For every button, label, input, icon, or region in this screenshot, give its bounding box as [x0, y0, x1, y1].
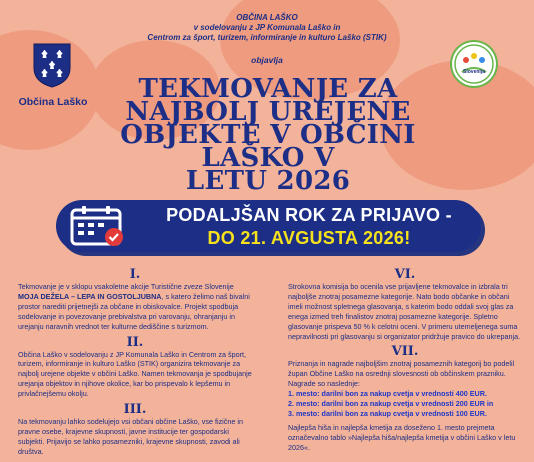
prize-text: darilni bon za nakup cvetja v vrednosti 400 EUR.	[319, 389, 487, 399]
banner-line-1: PODALJŠAN ROK ZA PRIJAVO -	[166, 205, 452, 225]
section-text: Občina Laško v sodelovanju z JP Komunala Laško in Centrom za šport, turizem, informiranje in kulturo Laško (STIK) organizira tekmovanje za najbolj urejene objekte v občini Laško. Namen tekmovanja je spodbujanje urejanja objektov in njihove okolice, kar bo prispevalo k lepšemu in privlačnejšemu okolju.	[18, 349, 252, 399]
crest-label: Občina Laško	[18, 96, 88, 108]
banner-line-2: DO 21. AVGUSTA 2026!	[207, 228, 411, 248]
section-numeral: II.	[126, 334, 144, 350]
prize-label: 3. mesto:	[288, 408, 320, 418]
awards-intro: Nagrade so naslednje:	[288, 379, 360, 389]
prize-item	[288, 389, 522, 399]
title-line: TEKMOVANJE ZA	[138, 74, 398, 104]
page-title	[92, 74, 444, 196]
prize-text: darilni bon za nakup cvetja v vrednosti 100 EUR.	[319, 408, 487, 418]
prize-text: darilni bon za nakup cvetja v vrednosti 200 EUR in	[319, 399, 494, 409]
section-numeral: I.	[129, 267, 141, 282]
section-text: Na tekmovanju lahko sodelujejo vsi občani občine Laško, vse fizične in pravne osebe, krajevne skupnosti, javne institucije ter gospodarski subjekti. Prijavijo se lahko posamezniki, krajevne skupnosti, zavodi ali društva.	[18, 417, 243, 456]
title-line: OBJEKTE V OBČINI LAŠKO V	[120, 120, 416, 173]
title-line: LETU 2026	[185, 166, 351, 196]
section-text: Strokovna komisija bo ocenila vse prijavljene tekmovalce in izbrala tri najboljše znotraj posamezne kategorije. Nato bodo občanke in občani imeli možnost spletnega glasovanja, s katerim bodo oddali svoj glas za enega izmed treh finalistov znotraj posamezne kategorije. Spletno glasovanje prispeva 50 % k celotni oceni. V primeru utemeljenega suma nepravilnosti pri glasovanju si organizator pridržuje pravico do ukrepanja.	[288, 282, 521, 341]
announces-label: objavlja	[251, 55, 283, 65]
text-span: Tekmovanje je v sklopu vsakoletne akcije Turistične zveze Slovenije	[18, 282, 234, 291]
publisher-partner-1: v sodelovanju z JP Komunala Laško in	[193, 23, 341, 32]
section-text: Priznanja in nagrade najboljšim znotraj posameznih kategorij bo podelil župan Občine Laško na osrednji slovesnosti ob občinskem prazniku.	[288, 359, 515, 379]
prize-item	[288, 409, 522, 419]
campaign-name: MOJA DEŽELA – LEPA IN GOSTOLJUBNA	[18, 291, 162, 301]
prize-label: 1. mesto:	[288, 389, 320, 399]
right-column	[288, 268, 522, 457]
tourism-badge	[452, 42, 496, 86]
text-span: , s katero želimo naš bivalni prostor narediti prijetnejši za občane in obiskovalce. Projekt spodbuja sodelovanje in povezovanje prebivalstva pri varovanju, ohranjanju in urejanju naravnih vrednot ter kulturne dediščine s turizmom.	[18, 291, 250, 331]
title-line: NAJBOLJ UREJENE	[125, 97, 411, 127]
flower-icon	[452, 42, 496, 86]
crest-icon	[32, 42, 72, 88]
section-numeral: III.	[123, 402, 147, 418]
prize-label: 2. mesto:	[288, 399, 320, 409]
section-numeral: VI.	[394, 267, 416, 282]
badge-label: Slovenija	[463, 69, 485, 75]
section-text	[18, 282, 252, 332]
header	[0, 0, 534, 205]
section-numeral: VII.	[391, 344, 419, 360]
publisher-name: OBČINA LAŠKO	[236, 13, 298, 22]
left-column	[18, 268, 252, 461]
prize-item	[288, 399, 522, 409]
section-text: Najlepša hiša in najlepša kmetija za doseženo 1. mesto prejmeta označevalno tablo »Najlepša hiša/najlepša kmetija v občini Laško v letu 2026«.	[288, 422, 516, 452]
calendar-check-icon	[68, 204, 130, 248]
publisher-partner-2: Centrom za šport, turizem, informiranje in kulturo Laško (STIK)	[147, 33, 387, 42]
